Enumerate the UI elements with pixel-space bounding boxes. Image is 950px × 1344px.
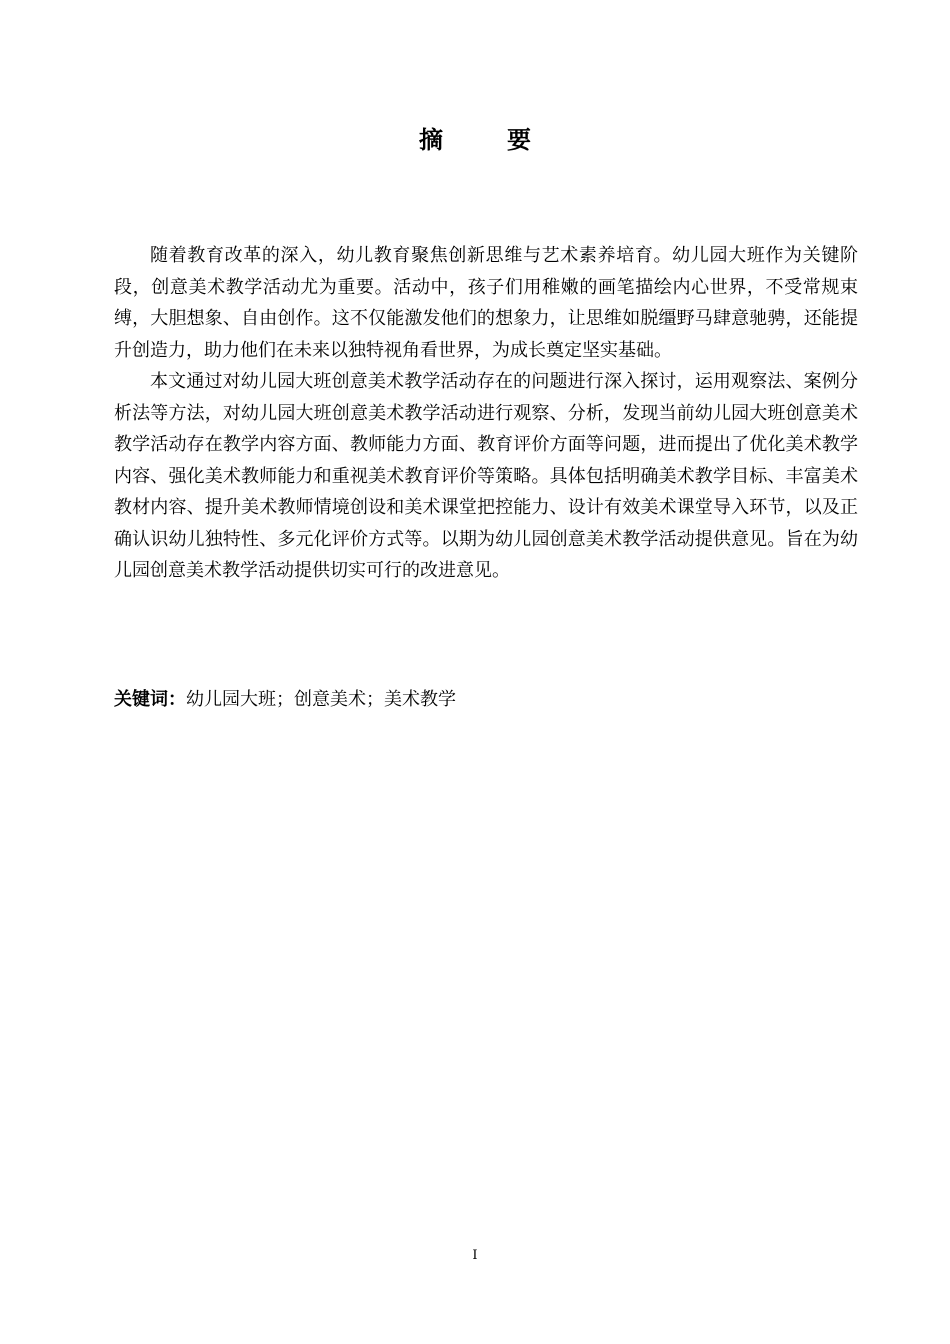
abstract-body [114,240,858,587]
abstract-title: 摘 要 [419,125,551,154]
abstract-paragraph-1: 随着教育改革的深入，幼儿教育聚焦创新思维与艺术素养培育。幼儿园大班作为关键阶段，创意美术教学活动尤为重要。活动中，孩子们用稚嫩的画笔描绘内心世界，不受常规束缚，大胆想象、自由创作。这不仅能激发他们的想象力，让思维如脱缰野马肆意驰骋，还能提升创造力，助力他们在未来以独特视角看世界，为成长奠定坚实基础。 [114,245,858,361]
page-number: I [472,1248,478,1263]
keywords-line [114,684,858,716]
abstract-paragraph-2: 本文通过对幼儿园大班创意美术教学活动存在的问题进行深入探讨，运用观察法、案例分析法等方法，对幼儿园大班创意美术教学活动进行观察、分析，发现当前幼儿园大班创意美术教学活动存在教学内容方面、教师能力方面、教育评价方面等问题，进而提出了优化美术教学内容、强化美术教师能力和重视美术教育评价等策略。具体包括明确美术教学目标、丰富美术教材内容、提升美术教师情境创设和美术课堂把控能力、设计有效美术课堂导入环节，以及正确认识幼儿独特性、多元化评价方式等。以期为幼儿园创意美术教学活动提供意见。旨在为幼儿园创意美术教学活动提供切实可行的改进意见。 [114,371,858,581]
keywords-label: 关键词： [114,689,186,710]
keywords-value: 幼儿园大班；创意美术；美术教学 [186,689,456,710]
